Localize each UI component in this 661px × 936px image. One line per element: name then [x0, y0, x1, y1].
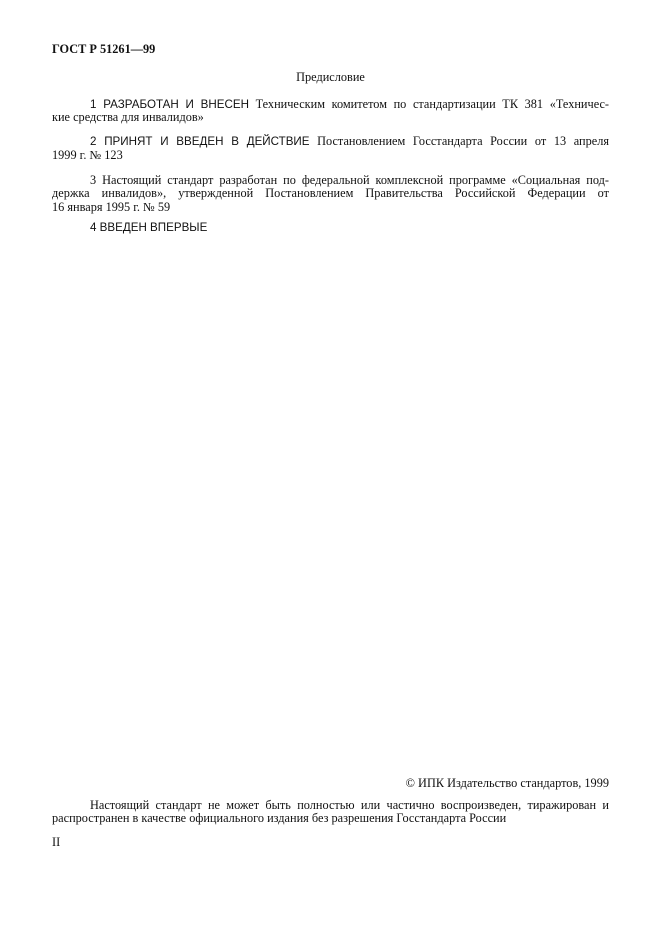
document-number: ГОСТ Р 51261—99	[52, 42, 156, 56]
item-1-lead: 1 РАЗРАБОТАН И ВНЕСЕН	[90, 98, 249, 111]
item-3-line-2: держка инвалидов», утвержденной Постановлением Правительства Российской Федерации от	[52, 186, 609, 200]
section-title: Предисловие	[296, 70, 365, 84]
item-1-text: Техническим комитетом по стандартизации ТК 381 «Техничес-	[248, 97, 610, 111]
notice-line-2: распространен в качестве официального издания без разрешения Госстандарта России	[52, 811, 507, 825]
item-2-line-2: 1999 г. № 123	[52, 148, 123, 162]
item-4	[52, 220, 609, 235]
item-3-line-1: 3 Настоящий стандарт разработан по федеральной комплексной программе «Социальная под-	[90, 173, 609, 187]
notice-line-1: Настоящий стандарт не может быть полностью или частично воспроизведен, тиражирован и	[90, 798, 609, 812]
item-4-lead: 4 ВВЕДЕН ВПЕРВЫЕ	[90, 221, 208, 234]
item-3-line-3: 16 января 1995 г. № 59	[52, 200, 171, 214]
page-number: II	[52, 835, 61, 849]
item-1-line-2: кие средства для инвалидов»	[52, 110, 204, 124]
item-2-line-1	[52, 134, 609, 149]
copyright: © ИПК Издательство стандартов, 1999	[405, 776, 609, 790]
item-2-lead: 2 ПРИНЯТ И ВВЕДЕН В ДЕЙСТВИЕ	[90, 135, 310, 148]
item-2-text: Постановлением Госстандарта России от 13 апреля	[309, 134, 610, 148]
